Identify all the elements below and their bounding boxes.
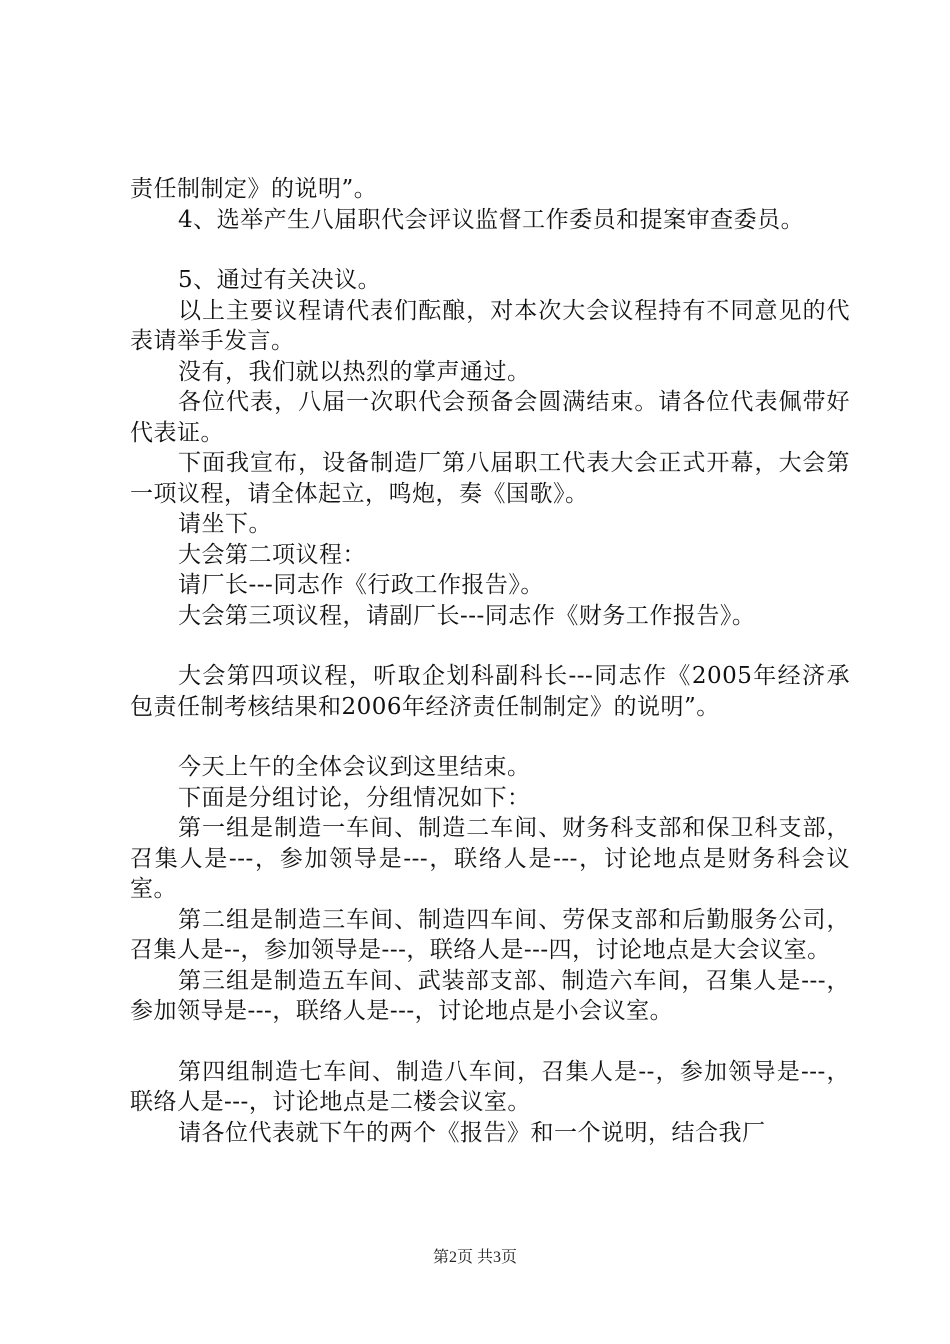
body-paragraph: 请各位代表就下午的两个《报告》和一个说明，结合我厂 [178, 1119, 766, 1146]
body-paragraph: 4、选举产生八届职代会评议监督工作委员和提案审查委员。 [178, 206, 805, 233]
body-paragraph: 5、通过有关决议。 [178, 267, 382, 293]
body-paragraph: 大会第二项议程： [178, 541, 366, 568]
body-paragraph: 各位代表，八届一次职代会预备会圆满结束。请各位代表佩带好代表证。 [130, 389, 850, 446]
body-paragraph: 第四组制造七车间、制造八车间，召集人是--，参加领导是---，联络人是---，讨论地点是二楼会议室。 [130, 1058, 850, 1115]
body-paragraph: 责任制制定》的说明”。 [130, 176, 378, 202]
body-paragraph: 今天上午的全体会议到这里结束。 [178, 754, 531, 780]
body-paragraph: 以上主要议程请代表们酝酿，对本次大会议程持有不同意见的代表请举手发言。 [130, 297, 850, 354]
body-paragraph: 第一组是制造一车间、制造二车间、财务科支部和保卫科支部，召集人是---，参加领导是---，联络人是---，讨论地点是财务科会议室。 [130, 815, 850, 902]
body-paragraph: 第三组是制造五车间、武装部支部、制造六车间，召集人是---，参加领导是---，联络人是---，讨论地点是小会议室。 [130, 967, 850, 1024]
body-paragraph: 请厂长---同志作《行政工作报告》。 [178, 572, 544, 598]
body-paragraph: 第二组是制造三车间、制造四车间、劳保支部和后勤服务公司，召集人是--，参加领导是---，联络人是---四，讨论地点是大会议室。 [130, 906, 850, 963]
body-paragraph: 没有，我们就以热烈的掌声通过。 [178, 358, 531, 385]
page-footer: 第2页 共3页 [432, 1249, 517, 1266]
body-paragraph: 下面是分组讨论，分组情况如下： [178, 784, 531, 811]
body-paragraph: 大会第三项议程，请副厂长---同志作《财务工作报告》。 [178, 602, 756, 629]
body-paragraph: 大会第四项议程，听取企划科副科长---同志作《2005年经济承包责任制考核结果和2006年经济责任制制定》的说明”。 [130, 663, 850, 720]
document-body [130, 174, 850, 1148]
body-paragraph: 下面我宣布，设备制造厂第八届职工代表大会正式开幕，大会第一项议程，请全体起立，鸣炮，奏《国歌》。 [130, 450, 850, 507]
body-paragraph: 请坐下。 [178, 511, 272, 537]
